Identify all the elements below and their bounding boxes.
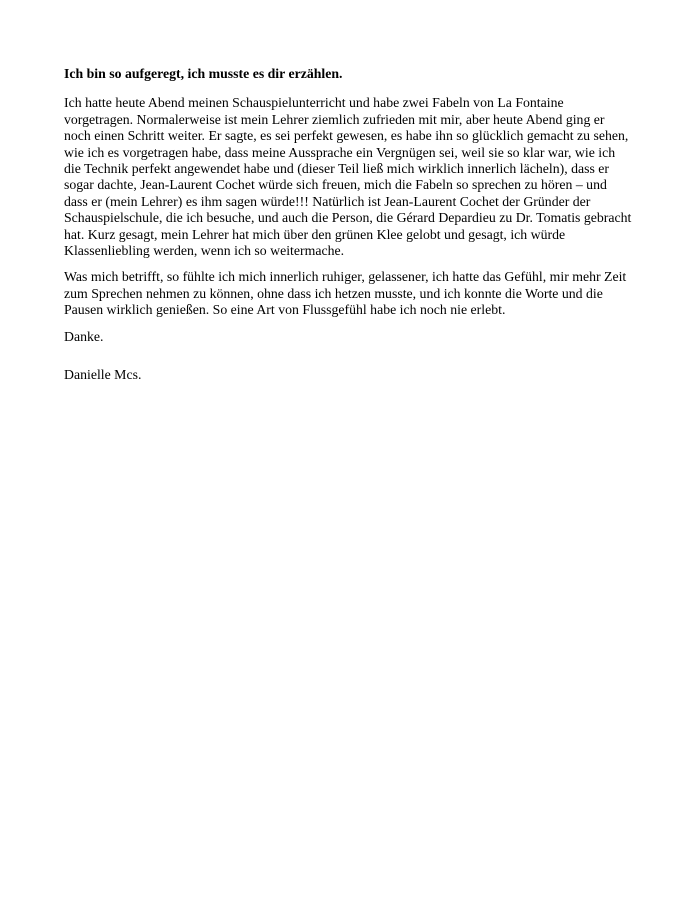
letter-heading: Ich bin so aufgeregt, ich musste es dir erzählen. [64, 66, 343, 81]
letter-signature: Danielle Mcs. [64, 367, 142, 383]
letter-paragraph-3: Danke. [64, 328, 104, 344]
letter-paragraph-1: Ich hatte heute Abend meinen Schauspielunterricht und habe zwei Fabeln von La Fontaine vorgetragen. Normalerweise ist mein Lehrer ziemlich zufrieden mit mir, aber heute Abend ging er noch einen Schritt weiter. Er sagte, es sei perfekt gewesen, es habe ihn so glücklich gemacht zu sehen, wie ich es vorgetragen habe, dass meine Aussprache ein Vergnügen sei, weil sie so klar war, wie ich die Technik perfekt angewendet habe und (dieser Teil ließ mich wirklich innerlich lächeln), dass er sogar dachte, Jean-Laurent Cochet würde sich freuen, mich die Fabeln so sprechen zu hören – und dass er (mein Lehrer) es ihm sagen würde!!! Natürlich ist Jean-Laurent Cochet der Gründer der Schauspielschule, die ich besuche, und auch die Person, die Gérard Depardieu zu Dr. Tomatis gebracht hat. Kurz gesagt, mein Lehrer hat mich über den grünen Klee gelobt und gesagt, ich würde Klassenliebling werden, wenn ich so weitermache. [64, 95, 632, 259]
letter-body [64, 66, 634, 394]
letter-paragraph-2: Was mich betrifft, so fühlte ich mich innerlich ruhiger, gelassener, ich hatte das Gefühl, mir mehr Zeit zum Sprechen nehmen zu können, ohne dass ich hetzen musste, und ich konnte die Worte und die Pausen wirklich genießen. So eine Art von Flussgefühl habe ich noch nie erlebt. [64, 269, 627, 318]
